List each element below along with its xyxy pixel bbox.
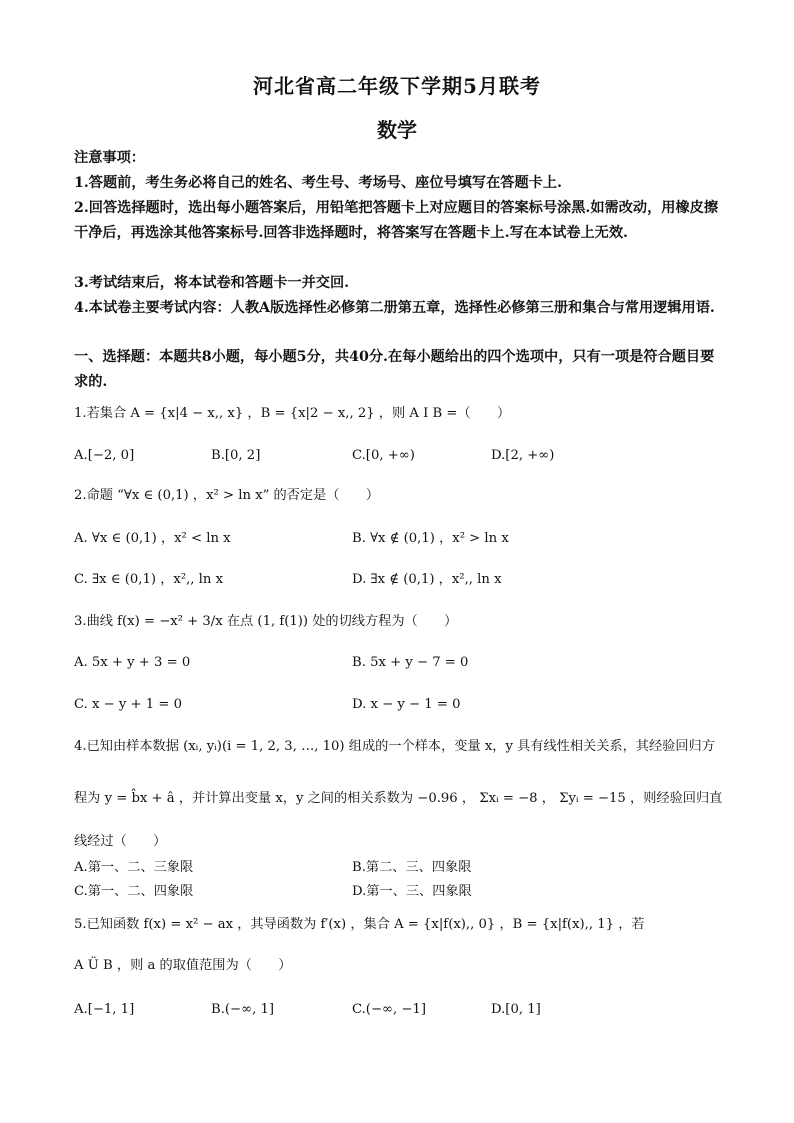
question-4-option-d: D.第一、三、四象限 xyxy=(352,884,472,899)
question-1-option-d: D.[2, +∞) xyxy=(491,448,555,463)
question-1-option-b: B.[0, 2] xyxy=(211,448,261,463)
question-3-option-b: B. 5x + y − 7 = 0 xyxy=(352,655,469,670)
question-2-option-d: D. ∃x ∉ (0,1) ，x²,, ln x xyxy=(352,572,502,587)
question-2-option-b: B. ∀x ∉ (0,1) ，x² > ln x xyxy=(352,531,509,546)
question-4-stem-line-1: 4.已知由样本数据 (xᵢ, yᵢ)(i = 1, 2, 3, …, 10) 组成的一个样本，变量 x，y 具有线性相关关系，其经验回归方 xyxy=(74,739,715,754)
question-4-option-b: B.第二、三、四象限 xyxy=(352,860,472,875)
question-4-option-a: A.第一、二、三象限 xyxy=(74,860,194,875)
question-2-option-c: C. ∃x ∈ (0,1) ，x²,, ln x xyxy=(74,572,224,587)
notes-heading: 注意事项： xyxy=(74,150,145,166)
question-5-option-c: C.(−∞, −1] xyxy=(352,1002,426,1017)
question-5-stem-line-1: 5.已知函数 f(x) = x² − ax ，其导函数为 f′(x) ，集合 A = {x|f(x),, 0} ，B = {x|f(x),, 1} ，若 xyxy=(74,917,645,932)
question-2-stem: 2.命题 “∀x ∈ (0,1) ，x² > ln x” 的否定是（ ） xyxy=(74,488,380,503)
question-5-stem-line-2: A Ü B ，则 a 的取值范围为（ ） xyxy=(74,958,292,973)
note-3: 3.考试结束后，将本试卷和答题卡一并交回. xyxy=(74,275,350,291)
question-5-option-d: D.[0, 1] xyxy=(491,1002,541,1017)
section-1-heading: 一、选择题：本题共8小题，每小题5分，共40分.在每小题给出的四个选项中，只有一项是符合题目要求的. xyxy=(74,349,715,390)
exam-title: 河北省高二年级下学期5月联考 xyxy=(253,74,541,98)
question-4-stem-line-3: 线经过（ ） xyxy=(74,834,167,849)
question-3-option-c: C. x − y + 1 = 0 xyxy=(74,697,182,712)
note-2: 2.回答选择题时，选出每小题答案后，用铅笔把答题卡上对应题目的答案标号涂黑.如需改动，用橡皮擦干净后，再选涂其他答案标号.回答非选择题时，将答案写在答题卡上.写在本试卷上无效. xyxy=(74,200,719,241)
question-3-option-d: D. x − y − 1 = 0 xyxy=(352,697,461,712)
question-1-stem: 1.若集合 A = {x|4 − x,, x} ，B = {x|2 − x,, 2} ，则 A I B =（ ） xyxy=(74,406,511,421)
question-2-option-a: A. ∀x ∈ (0,1) ，x² < ln x xyxy=(74,531,231,546)
note-1: 1.答题前，考生务必将自己的姓名、考生号、考场号、座位号填写在答题卡上. xyxy=(74,175,562,191)
question-4-stem-line-2: 程为 y = b̂x + â ，并计算出变量 x，y 之间的相关系数为 −0.96 ， Σxᵢ = −8 ， Σyᵢ = −15 ，则经验回归直 xyxy=(74,791,723,806)
question-1-option-c: C.[0, +∞) xyxy=(352,448,415,463)
question-3-option-a: A. 5x + y + 3 = 0 xyxy=(74,655,191,670)
question-1-option-a: A.[−2, 0] xyxy=(74,448,135,463)
question-5-option-a: A.[−1, 1] xyxy=(74,1002,135,1017)
note-4: 4.本试卷主要考试内容：人教A版选择性必修第二册第五章，选择性必修第三册和集合与常用逻辑用语. xyxy=(74,300,715,316)
question-5-option-b: B.(−∞, 1] xyxy=(211,1002,274,1017)
exam-subject: 数学 xyxy=(377,118,417,142)
question-4-option-c: C.第一、二、四象限 xyxy=(74,884,194,899)
question-3-stem: 3.曲线 f(x) = −x² + 3/x 在点 (1, f(1)) 处的切线方程为（ ） xyxy=(74,614,458,629)
